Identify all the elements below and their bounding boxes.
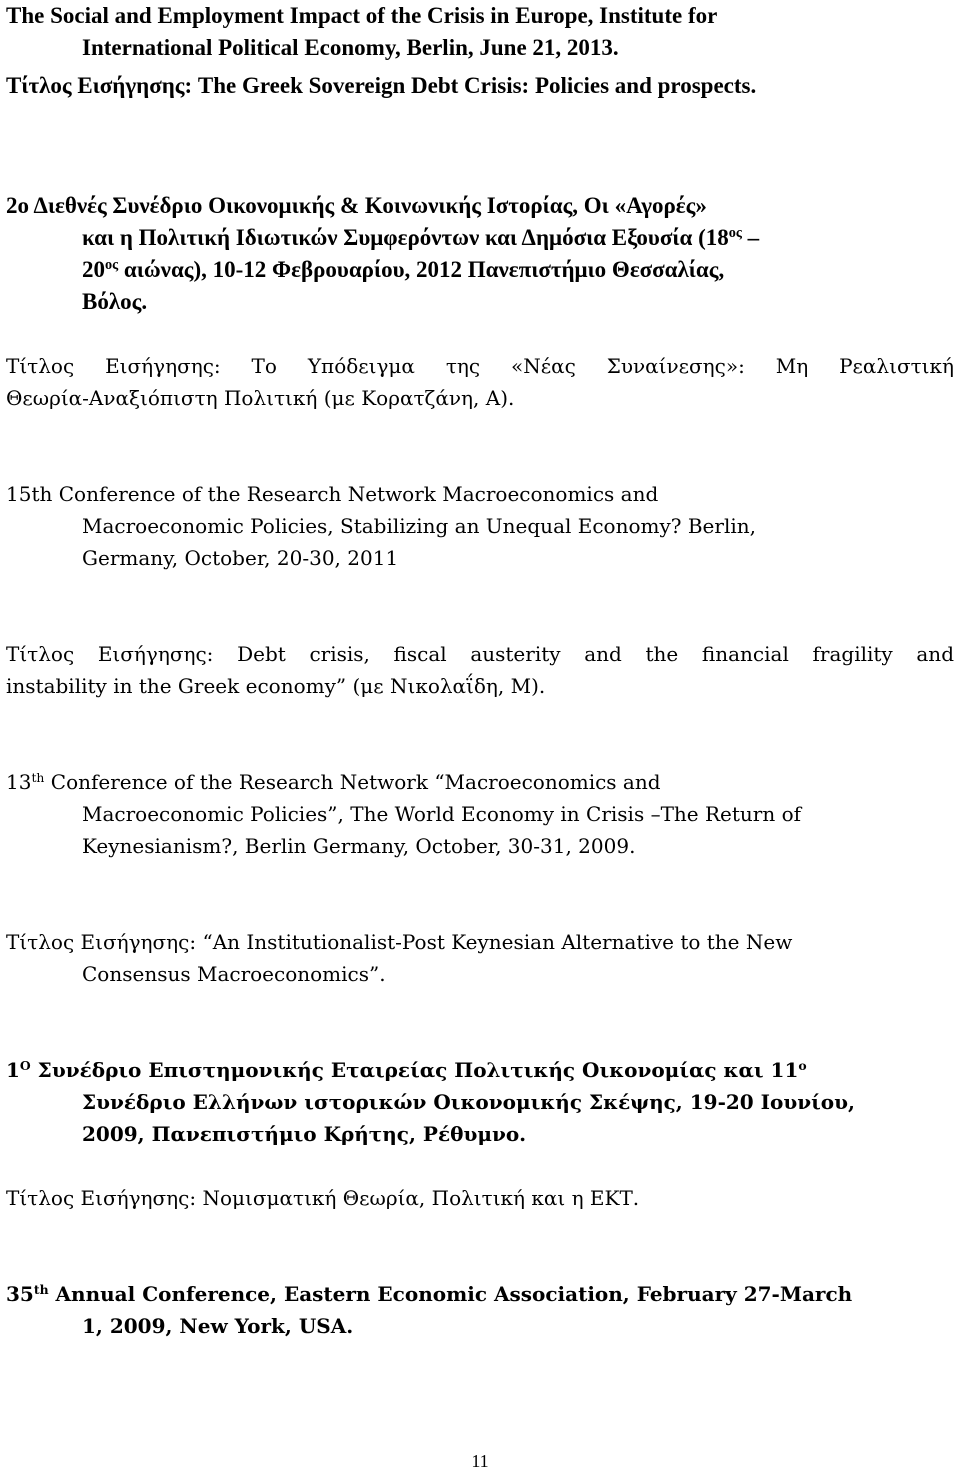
paper-title-line: instability in the Greek economy” (με Νικολαΐδη, Μ).: [6, 674, 546, 698]
conference-line: $1^O$ Συνέδριο Επιστημονικής Εταιρείας Πολιτικής Οικονομίας και $11^o$: [6, 1058, 807, 1082]
conference-line: 1, 2009, New York, USA.: [82, 1314, 354, 1338]
paper-title-line: Τίτλος Εισήγησης: The Greek Sovereign Debt Crisis: Policies and prospects.: [6, 73, 757, 98]
paper-title-line: Τίτλος Εισήγησης: “An Institutionalist-Post Keynesian Alternative to the New: [6, 930, 793, 954]
conference-line: 13th Conference of the Research Network “Macroeconomics and: [6, 770, 661, 794]
paper-title: [6, 70, 954, 102]
ordinal-suffix: th: [33, 1282, 49, 1298]
ordinal-suffix: ος: [728, 225, 742, 242]
conference-line: 15th Conference of the Research Network Macroeconomics and: [6, 482, 659, 506]
conference-line: Germany, October, 20-30, 2011: [82, 546, 399, 570]
paper-title: [6, 1182, 954, 1214]
conference-line: The Social and Employment Impact of the Crisis in Europe, Institute for: [6, 3, 718, 28]
paper-title-line: Τίτλος Εισήγησης: Το Υπόδειγμα της «Νέας Συναίνεσης»: Μη Ρεαλιστική: [6, 354, 954, 378]
conference-line: Βόλος.: [82, 289, 148, 314]
conference-entry: [6, 0, 954, 64]
conference-line: 2009, Πανεπιστήμιο Κρήτης, Ρέθυμνο.: [82, 1122, 527, 1146]
ordinal-suffix: ος: [105, 257, 119, 274]
conference-line: 35th Annual Conference, Eastern Economic Association, February 27-March: [6, 1282, 853, 1306]
conference-entry: [6, 1054, 954, 1150]
conference-line: Keynesianism?, Berlin Germany, October, 30-31, 2009.: [82, 834, 636, 858]
conference-entry: [6, 766, 954, 862]
conference-entry: [6, 190, 954, 318]
ordinal-suffix: ο: [798, 1058, 807, 1074]
conference-line: International Political Economy, Berlin, June 21, 2013.: [82, 35, 619, 60]
conference-line: $20^{o\varsigma}$ αιώνας), 10-12 Φεβρουαρίου, 2012 Πανεπιστήμιο Θεσσαλίας,: [82, 257, 725, 282]
paper-title-line: Θεωρία-Αναξιόπιστη Πολιτική (με Κορατζάνη, Α).: [6, 386, 515, 410]
paper-title-line: Τίτλος Εισήγησης: Νομισματική Θεωρία, Πολιτική και η ΕΚΤ.: [6, 1186, 640, 1210]
conference-entry: [6, 1278, 954, 1342]
conference-line: 2ο Διεθνές Συνέδριο Οικονομικής & Κοινωνικής Ιστορίας, Οι «Αγορές»: [6, 193, 707, 218]
conference-line: Συνέδριο Ελλήνων ιστορικών Οικονομικής Σκέψης, 19-20 Ιουνίου,: [82, 1090, 855, 1114]
paper-title-line: Τίτλος Εισήγησης: Debt crisis, fiscal austerity and the financial fragility and: [6, 642, 954, 666]
conference-entry: [6, 478, 954, 574]
page-number: 11: [471, 1451, 489, 1471]
paper-title-line: Consensus Macroeconomics”.: [82, 962, 386, 986]
paper-title: [6, 638, 954, 702]
conference-line: Macroeconomic Policies, Stabilizing an Unequal Economy? Berlin,: [82, 514, 756, 538]
ordinal-suffix: Ο: [19, 1058, 31, 1074]
conference-line: Macroeconomic Policies”, The World Economy in Crisis –The Return of: [82, 802, 802, 826]
ordinal-suffix: th: [31, 770, 45, 786]
paper-title: [6, 926, 954, 990]
conference-line: και η Πολιτική Ιδιωτικών Συμφερόντων και Δημόσια Εξουσία ($18^{o\varsigma}$ –: [82, 225, 760, 250]
paper-title: [6, 350, 954, 414]
